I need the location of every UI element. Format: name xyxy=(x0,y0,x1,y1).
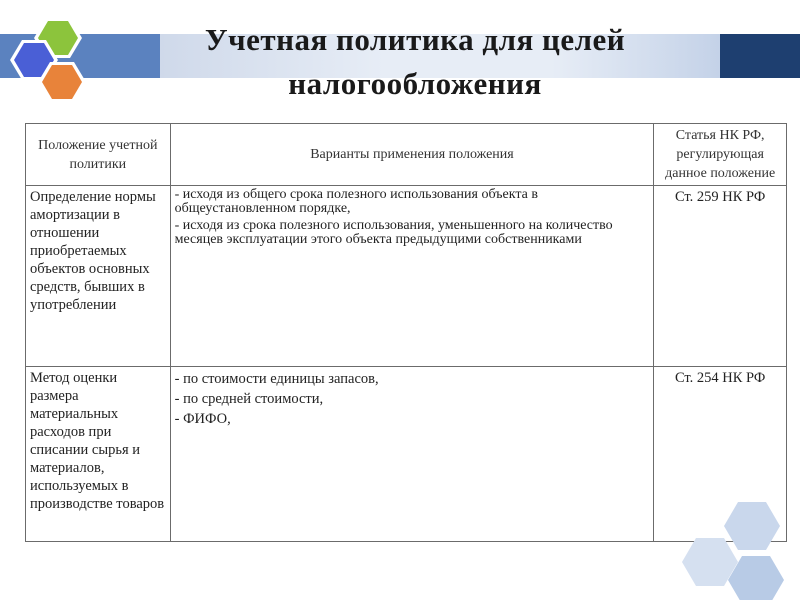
cell-article: Ст. 259 НК РФ xyxy=(654,186,787,367)
header-variants: Варианты применения положения xyxy=(170,124,654,186)
table-header-row xyxy=(26,124,787,186)
cell-provision: Метод оценки размера материальных расходов при списании сырья и материалов, используемых в производстве товаров xyxy=(26,367,171,542)
variant-item: - по стоимости единицы запасов, xyxy=(174,371,379,387)
variant-item: - исходя из общего срока полезного использования объекта в общеустановленном порядке, xyxy=(174,187,538,216)
header-provision: Положение учетной политики xyxy=(26,124,171,186)
table-row xyxy=(26,367,787,542)
cell-variants xyxy=(170,367,654,542)
variant-item: - исходя из срока полезного использования, уменьшенного на количество месяцев эксплуатации этого объекта предыдущими собственниками xyxy=(174,218,613,247)
title-line-2: налогообложения xyxy=(288,66,542,101)
table-row xyxy=(26,186,787,367)
variant-item: - ФИФО, xyxy=(174,411,231,427)
cell-variants xyxy=(170,186,654,367)
hexagon-logo-icon xyxy=(8,16,108,106)
header-article: Статья НК РФ, регулирующая данное положение xyxy=(654,124,787,186)
title-line-1: Учетная политика для целей xyxy=(204,22,626,57)
cell-article: Ст. 254 НК РФ xyxy=(654,367,787,542)
header-band-dark xyxy=(720,34,800,78)
variant-item: - по средней стоимости, xyxy=(174,391,324,407)
cell-provision: Определение нормы амортизации в отношении приобретаемых объектов основных средств, бывших в употреблении xyxy=(26,186,171,367)
slide-title xyxy=(110,18,720,106)
policy-table xyxy=(25,123,787,542)
hexagon-decoration-icon xyxy=(676,498,800,600)
